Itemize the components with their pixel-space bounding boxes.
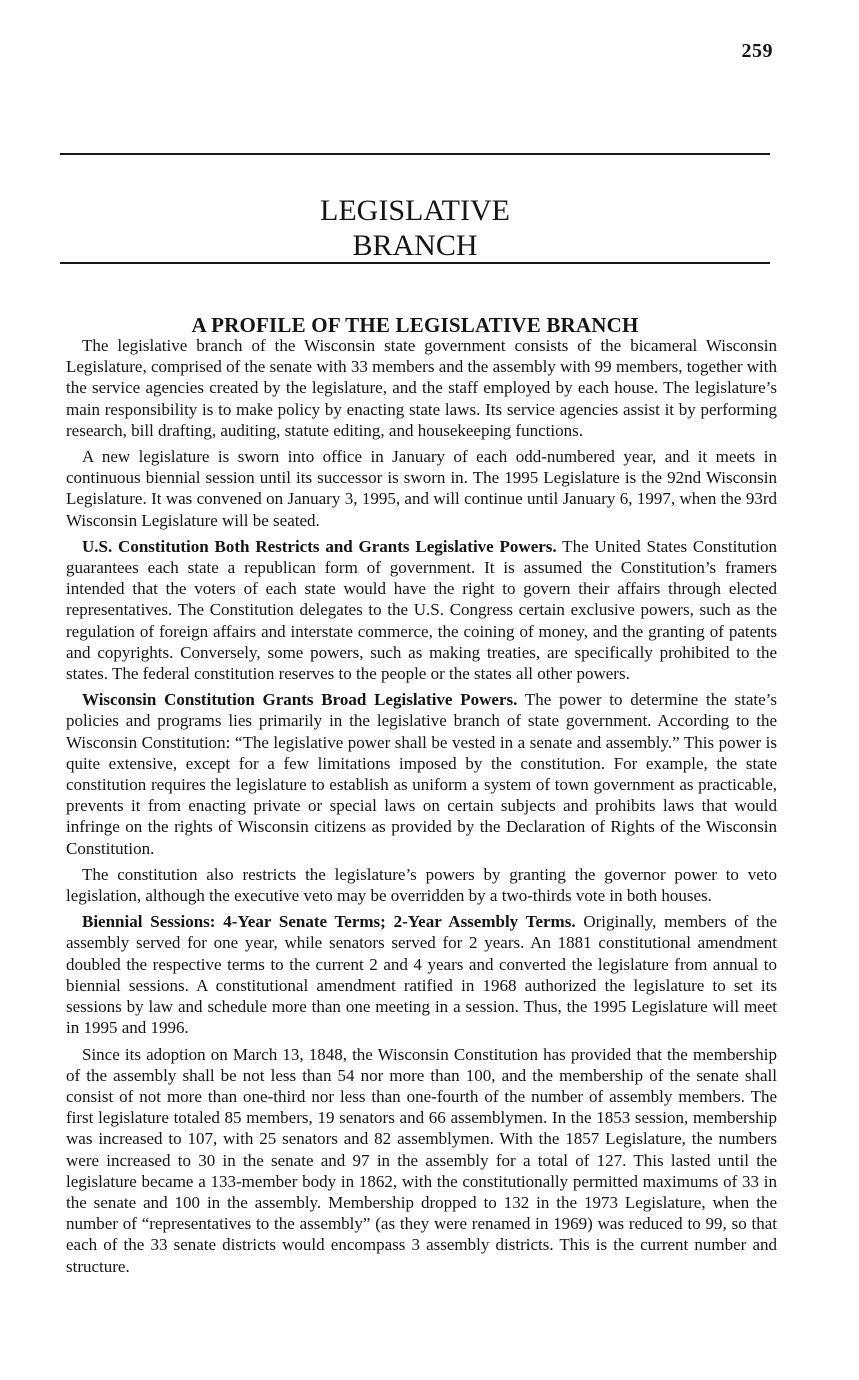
paragraph-7 — [66, 1044, 777, 1277]
paragraph-5 — [66, 864, 777, 906]
top-rule — [60, 153, 770, 155]
paragraph-text: Since its adoption on March 13, 1848, the Wisconsin Constitution has provided that the membership of the assembly shall be not less than 54 nor more than 100, and the membership of the senate shall consist of not more than one-third nor less than one-fourth of the number of assembly members. The first legislature totaled 85 members, 19 senators and 66 assemblymen. In the 1853 session, membership was increased to 107, with 25 senators and 82 assemblymen. With the 1857 Legislature, the numbers were increased to 30 in the senate and 97 in the assembly for a total of 127. This lasted until the legislature became a 133-member body in 1862, with the constitutionally permitted maximums of 33 in the senate and 100 in the assembly. Membership dropped to 132 in the 1973 Legislature, when the number of “representatives to the assembly” (as they were renamed in 1969) was reduced to 99, so that each of the 33 senate districts would encompass 3 assembly districts. This is the current number and structure. — [66, 1044, 777, 1276]
paragraph-3 — [66, 536, 777, 684]
chapter-title-line-2: BRANCH — [352, 229, 478, 263]
bottom-rule — [60, 262, 770, 264]
paragraph-text: Originally, members of the assembly served for one year, while senators served for 2 years. An 1881 constitutional amendment doubled the respective terms to the current 2 and 4 years and converted the legislature from annual to biennial sessions. A constitutional amendment ratified in 1968 authorized the legislature to set its sessions by law and schedule more than one meeting in a session. Thus, the 1995 Legislature will meet in 1995 and 1996. — [66, 912, 778, 1038]
paragraph-text: The legislative branch of the Wisconsin state government consists of the bicameral Wisconsin Legislature, comprised of the senate with 33 members and the assembly with 99 members, together with the service agencies created by the legislature, and the staff employed by each house. The legislature’s main responsibility is to make policy by enacting state laws. Its service agencies assist it by performing research, bill drafting, auditing, statute editing, and housekeeping functions. — [66, 336, 777, 440]
paragraph-4 — [66, 689, 777, 859]
paragraph-lead-heading: Wisconsin Constitution Grants Broad Legislative Powers. — [82, 690, 518, 710]
chapter-title — [60, 193, 770, 263]
paragraph-lead-heading: U.S. Constitution Both Restricts and Grants Legislative Powers. — [82, 536, 557, 556]
page-number: 259 — [741, 40, 773, 62]
paragraph-text: The power to determine the state’s policies and programs lies primarily in the legislative branch of state government. According to the Wisconsin Constitution: “The legislative power shall be vested in a senate and assembly.” This power is quite extensive, except for a few limitations imposed by the constitution. For example, the state constitution requires the legislature to establish as uniform a system of town government as practicable, prevents it from enacting private or special laws on certain subjects and prohibits laws that would infringe on the rights of Wisconsin citizens as provided by the Declaration of Rights of the Wisconsin Constitution. — [66, 690, 777, 858]
paragraph-6 — [66, 911, 777, 1038]
paragraph-2 — [66, 446, 777, 531]
section-heading: A PROFILE OF THE LEGISLATIVE BRANCH — [191, 313, 639, 338]
paragraph-text: The constitution also restricts the legislature’s powers by granting the governor power to veto legislation, although the executive veto may be overridden by a two-thirds vote in both houses. — [66, 864, 777, 906]
chapter-title-line-1: LEGISLATIVE — [320, 194, 510, 228]
paragraph-text: The United States Constitution guarantees each state a republican form of government. It is assumed the Constitution’s framers intended that the voters of each state would have the right to govern their affairs through elected representatives. The Constitution delegates to the U.S. Congress certain exclusive powers, such as the regulation of foreign affairs and interstate commerce, the coining of money, and the granting of patents and copyrights. Conversely, some powers, such as making treaties, are specifically prohibited to the states. The federal constitution reserves to the people or the states all other powers. — [66, 536, 777, 684]
body-text — [66, 335, 777, 1282]
paragraph-1 — [66, 335, 777, 441]
paragraph-text: A new legislature is sworn into office in January of each odd-numbered year, and it meets in continuous biennial session until its successor is sworn in. The 1995 Legislature is the 92nd Wisconsin Legislature. It was convened on January 3, 1995, and will continue until January 6, 1997, when the 93rd Wisconsin Legislature will be seated. — [66, 447, 777, 530]
paragraph-lead-heading: Biennial Sessions: 4-Year Senate Terms; 2-Year Assembly Terms. — [82, 912, 576, 932]
